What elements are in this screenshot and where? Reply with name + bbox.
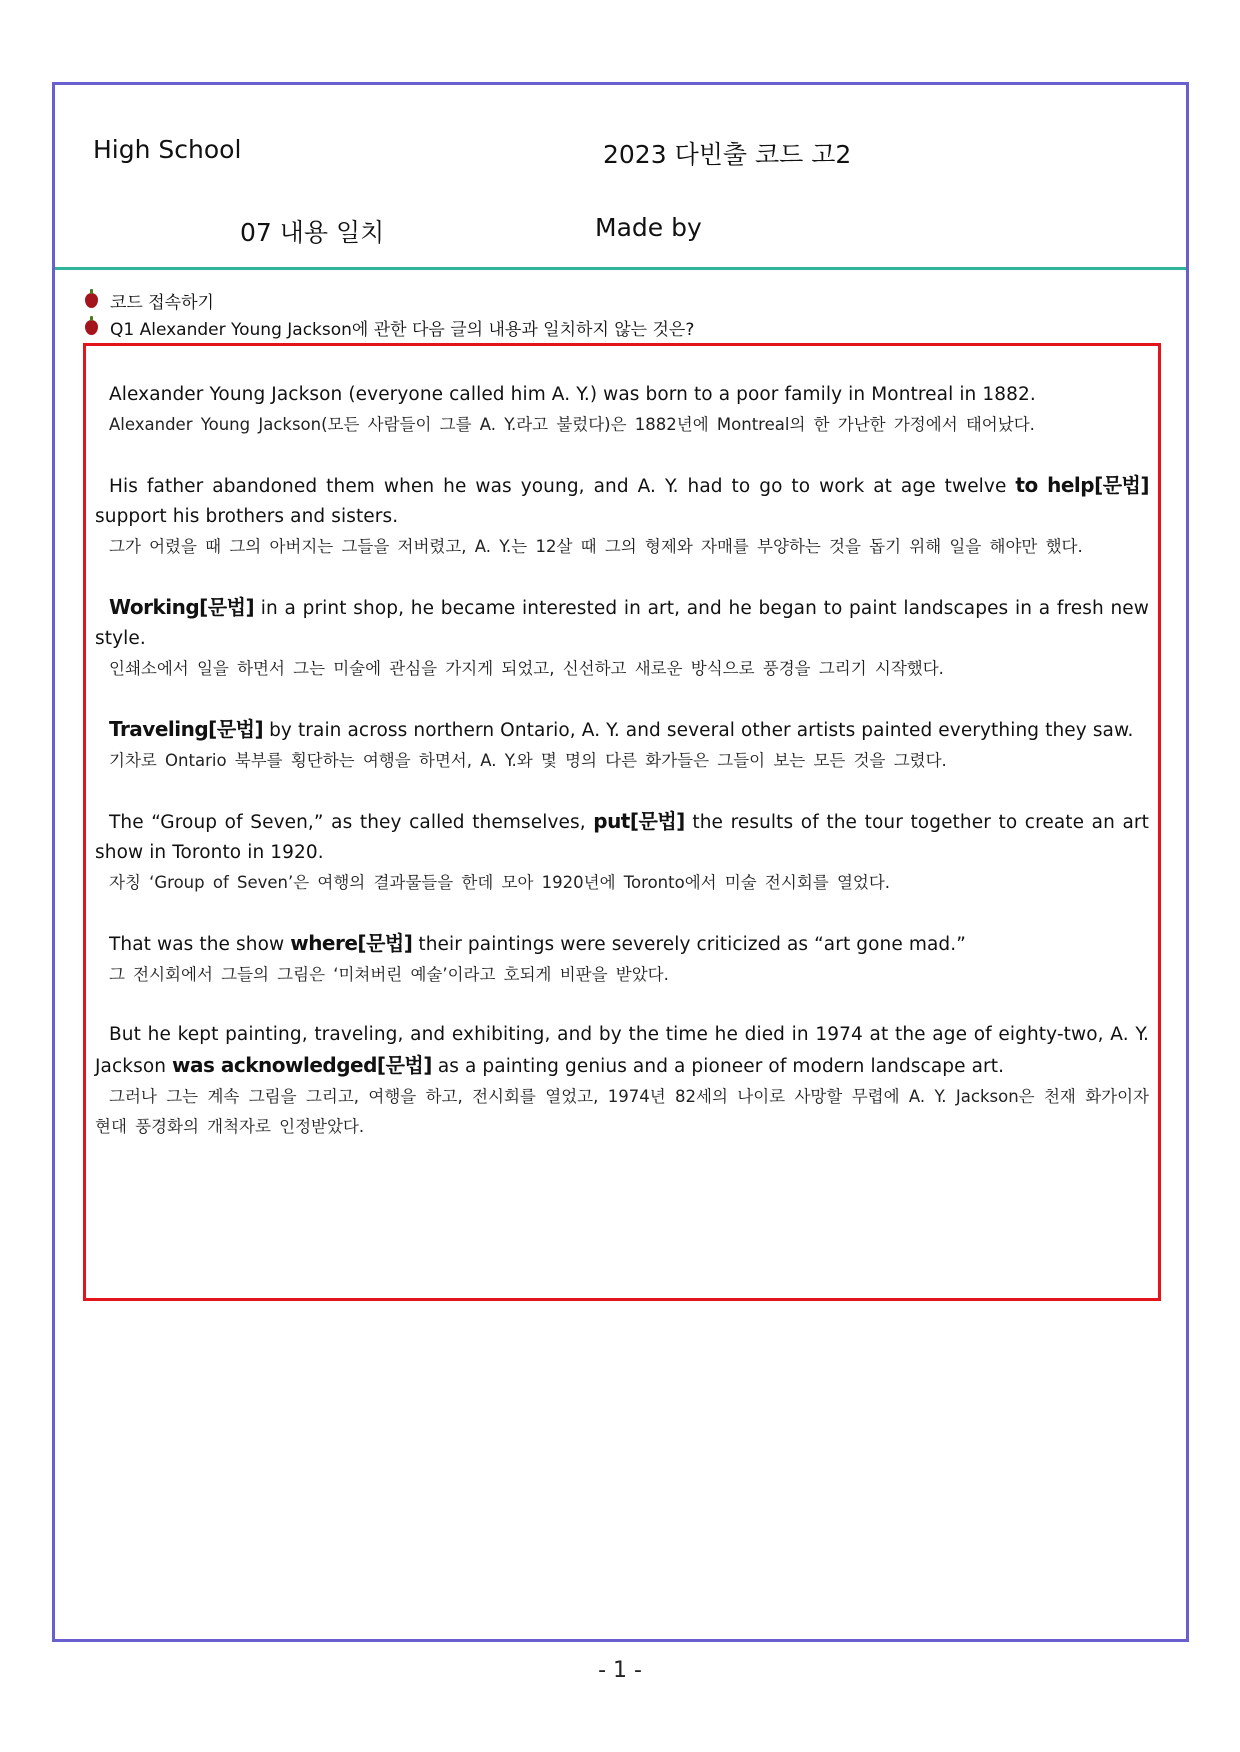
english-sentence: [95, 592, 1149, 654]
school-label: High School: [93, 135, 242, 164]
grammar-point: Working[문법]: [109, 595, 255, 619]
korean-translation: 그러나 그는 계속 그림을 그리고, 여행을 하고, 전시회를 열었고, 1974년 82세의 나이로 사망할 무렵에 A. Y. Jackson은 천재 화가이자 현대 풍경화의 개척자로 인정받았다.: [95, 1087, 1149, 1136]
grammar-point: Traveling[문법]: [109, 717, 264, 741]
english-sentence: [95, 1020, 1149, 1082]
question-item: [85, 315, 694, 340]
grammar-point: to help[문법]: [1015, 473, 1149, 497]
passage-paragraph: [95, 806, 1149, 898]
english-text: their paintings were severely criticized as “art gone mad.”: [412, 934, 966, 955]
code-access-text: 코드 접속하기: [110, 293, 214, 313]
passage-paragraph: [95, 378, 1149, 440]
korean-translation: 자칭 ‘Group of Seven’은 여행의 결과물들을 한데 모아 1920년에 Toronto에서 미술 전시회를 열었다.: [109, 873, 890, 892]
english-text: the results of the tour together to create an art show in Toronto in 1920.: [95, 812, 1149, 863]
english-text: But he kept painting, traveling, and exhibiting, and by the time he died in 1974 at the age of eighty-two, A. Y. Jackson: [95, 1024, 1149, 1077]
passage-box: [83, 343, 1161, 1301]
page-frame: [52, 82, 1189, 1642]
english-text: Alexander Young Jackson (everyone called him A. Y.) was born to a poor family in Montreal in 1882.: [109, 384, 1036, 405]
korean-translation: 그가 어렸을 때 그의 아버지는 그들을 저버렸고, A. Y.는 12살 때 그의 형제와 자매를 부양하는 것을 돕기 위해 일을 해야만 했다.: [109, 537, 1083, 556]
header-divider: [55, 267, 1186, 270]
grammar-point: put[문법]: [593, 809, 685, 833]
strawberry-bullet-icon: [85, 293, 98, 308]
korean-translation: Alexander Young Jackson(모든 사람들이 그를 A. Y.라고 불렀다)은 1882년에 Montreal의 한 가난한 가정에서 태어났다.: [109, 415, 1035, 434]
made-by-label: Made by: [595, 213, 702, 242]
unit-label: 07 내용 일치: [240, 218, 385, 247]
english-text: as a painting genius and a pioneer of modern landscape art.: [431, 1056, 1005, 1077]
grammar-point: where[문법]: [290, 931, 413, 955]
question-text: Q1 Alexander Young Jackson에 관한 다음 글의 내용과 일치하지 않는 것은?: [110, 320, 695, 340]
english-text: by train across northern Ontario, A. Y. and several other artists painted everything they saw.: [263, 720, 1134, 741]
passage-paragraph: [95, 592, 1149, 684]
english-text: support his brothers and sisters.: [95, 506, 399, 527]
english-sentence: [95, 806, 1149, 868]
passage-paragraph: [95, 470, 1149, 562]
english-text: The “Group of Seven,” as they called themselves,: [109, 812, 594, 833]
english-sentence: [95, 928, 1149, 960]
page-number: - 1 -: [598, 1658, 642, 1683]
english-sentence: [95, 714, 1149, 746]
english-sentence: [95, 378, 1149, 410]
grammar-point: was acknowledged[문법]: [172, 1053, 432, 1077]
passage-paragraph: [95, 714, 1149, 776]
korean-translation: 인쇄소에서 일을 하면서 그는 미술에 관심을 가지게 되었고, 신선하고 새로운 방식으로 풍경을 그리기 시작했다.: [109, 659, 944, 678]
korean-translation: 그 전시회에서 그들의 그림은 ‘미쳐버린 예술’이라고 호되게 비판을 받았다.: [109, 965, 669, 984]
passage-paragraph: [95, 1020, 1149, 1142]
strawberry-bullet-icon: [85, 320, 98, 335]
passage-paragraph: [95, 928, 1149, 990]
code-access-item: [85, 288, 214, 313]
document-title: 2023 다빈출 코드 고2: [603, 140, 852, 169]
english-text: That was the show: [109, 934, 291, 955]
english-sentence: [95, 470, 1149, 532]
english-text: in a print shop, he became interested in art, and he began to paint landscapes in a fresh new style.: [95, 598, 1149, 649]
korean-translation: 기차로 Ontario 북부를 횡단하는 여행을 하면서, A. Y.와 몇 명의 다른 화가들은 그들이 보는 모든 것을 그렸다.: [109, 751, 947, 770]
english-text: His father abandoned them when he was young, and A. Y. had to go to work at age twelve: [109, 476, 1016, 497]
